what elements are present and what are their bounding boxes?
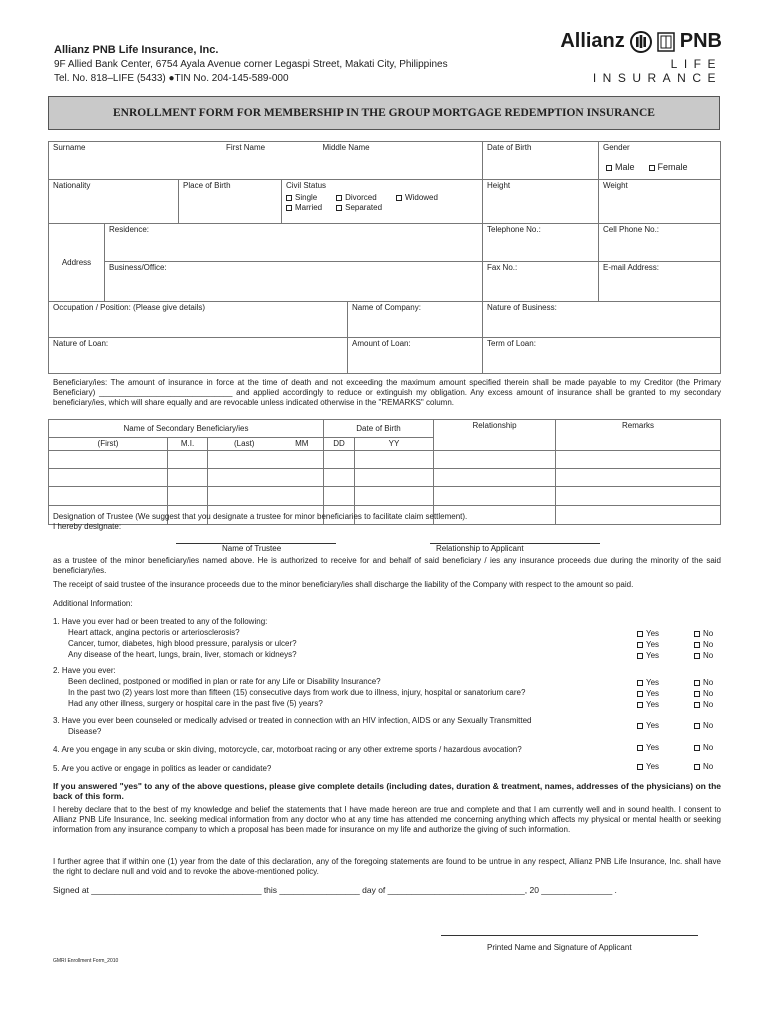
no-checkbox[interactable] bbox=[694, 745, 700, 751]
loan-nature-label: Nature of Loan: bbox=[53, 339, 109, 348]
logo-brand-allianz: Allianz bbox=[560, 30, 625, 52]
yes-label: Yes bbox=[646, 700, 660, 709]
telephone-label: Telephone No.: bbox=[487, 225, 541, 234]
weight-label: Weight bbox=[603, 181, 628, 190]
additional-info-heading: Additional Information: bbox=[53, 599, 133, 608]
form-title-banner bbox=[48, 96, 720, 130]
business-address-label: Business/Office: bbox=[109, 263, 167, 272]
yes-label: Yes bbox=[646, 762, 660, 771]
occupation-field[interactable] bbox=[49, 302, 348, 338]
company-name-field[interactable] bbox=[348, 302, 483, 338]
yes-checkbox[interactable] bbox=[637, 764, 643, 770]
yes-checkbox[interactable] bbox=[637, 745, 643, 751]
cell-phone-label: Cell Phone No.: bbox=[603, 225, 660, 234]
relationship-header-text: Relationship bbox=[472, 421, 517, 430]
yes-label: Yes bbox=[646, 629, 660, 638]
gender-label: Gender bbox=[603, 143, 630, 152]
fax-label: Fax No.: bbox=[487, 263, 518, 272]
question-5: 5. Are you active or engage in politics as leader or candidate? bbox=[53, 764, 272, 773]
surname-label: Surname bbox=[53, 143, 86, 152]
logo-subtitle: LIFE INSURANCE bbox=[592, 57, 722, 85]
question-2a: Been declined, postponed or modified in plan or rate for any Life or Disability Insurance? bbox=[68, 677, 381, 686]
yes-checkbox[interactable] bbox=[637, 680, 643, 686]
declaration-1: I hereby declare that to the best of my knowledge and belief the statements that I have made hereon are true and complete and that I am currently well and in sound health. I consent to Allianz PNB Life Insurance, Inc. seeking medical information from any doctor who at any time has attended me concerning anything which affects my physical or mental health or seeking information from any insurance company to which a proposal has been made for insurance on my life and authorize the giving of such information. bbox=[53, 805, 721, 834]
divorced-checkbox[interactable] bbox=[336, 195, 342, 201]
no-checkbox[interactable] bbox=[694, 631, 700, 637]
yes-label: Yes bbox=[646, 743, 660, 752]
telephone-field[interactable] bbox=[483, 224, 599, 262]
trustee-designate: I hereby designate: bbox=[53, 522, 122, 531]
married-checkbox[interactable] bbox=[286, 205, 292, 211]
company-name-label: Name of Company: bbox=[352, 303, 421, 312]
no-checkbox[interactable] bbox=[694, 764, 700, 770]
cell-phone-field[interactable] bbox=[599, 224, 721, 262]
mi-col-header bbox=[168, 438, 208, 451]
yes-checkbox[interactable] bbox=[637, 653, 643, 659]
no-label: No bbox=[703, 700, 714, 709]
trustee-text-2: The receipt of said trustee of the insurance proceeds due to the minor beneficiary/ies shall discharge the liability of the Company with respect to the amount so paid. bbox=[53, 580, 634, 589]
beneficiary-row[interactable] bbox=[49, 487, 721, 506]
dob-label: Date of Birth bbox=[487, 143, 532, 152]
mm-col-header bbox=[281, 438, 324, 451]
no-checkbox[interactable] bbox=[694, 653, 700, 659]
relationship-header bbox=[434, 420, 556, 451]
surname-field[interactable] bbox=[49, 142, 282, 180]
female-label: Female bbox=[657, 162, 688, 172]
separated-label: Separated bbox=[345, 203, 383, 212]
personal-info-table bbox=[48, 141, 721, 374]
pnb-emblem-icon bbox=[657, 32, 675, 52]
residence-label: Residence: bbox=[109, 225, 150, 234]
company-contact: Tel. No. 818–LIFE (5433) ●TIN No. 204-145-589-000 bbox=[54, 73, 289, 84]
first-name-label: First Name bbox=[226, 143, 266, 152]
yes-checkbox[interactable] bbox=[637, 631, 643, 637]
allianz-eagle-icon bbox=[630, 31, 652, 53]
residence-field[interactable] bbox=[105, 224, 483, 262]
loan-term-field[interactable] bbox=[483, 338, 721, 374]
beneficiary-text: Beneficiary/ies: The amount of insurance in force at the time of death and not exceeding the maximum amount specified therein shall be made payable to my Creditor (the Primary Beneficiary) ______________________________ and applied accordingly to reduce or extinguish my obligation. Any excess amount of insurance shall be granted to my secondary beneficiary/ies, which will share equally and are revocable unless indicated otherwise in the "REMARKS" column. bbox=[53, 378, 721, 407]
last-col-text: (Last) bbox=[234, 439, 255, 448]
loan-amount-label: Amount of Loan: bbox=[352, 339, 411, 348]
yes-checkbox[interactable] bbox=[637, 702, 643, 708]
place-of-birth-label: Place of Birth bbox=[183, 181, 231, 190]
no-label: No bbox=[703, 640, 714, 649]
civil-status-label: Civil Status bbox=[286, 181, 327, 190]
beneficiary-name-header bbox=[49, 420, 324, 438]
weight-field[interactable] bbox=[599, 180, 721, 224]
logo-brand-pnb: PNB bbox=[679, 30, 722, 52]
height-field[interactable] bbox=[483, 180, 599, 224]
place-of-birth-field[interactable] bbox=[179, 180, 282, 224]
question-3: 3. Have you ever been counseled or medically advised or treated in connection with an HIV infection, AIDS or any Sexually Transmitted bbox=[53, 716, 532, 725]
signature-line[interactable] bbox=[441, 935, 698, 936]
loan-amount-field[interactable] bbox=[348, 338, 483, 374]
company-address-block bbox=[54, 58, 448, 86]
mm-col-text: MM bbox=[295, 439, 309, 448]
no-checkbox[interactable] bbox=[694, 642, 700, 648]
yes-column bbox=[637, 628, 659, 772]
remarks-header bbox=[556, 420, 721, 451]
no-column bbox=[694, 628, 713, 772]
beneficiary-name-header-text: Name of Secondary Beneficiary/ies bbox=[123, 423, 249, 433]
height-label: Height bbox=[487, 181, 511, 190]
dd-col-text: DD bbox=[333, 439, 345, 448]
question-2: 2. Have you ever: bbox=[53, 666, 116, 675]
address-header bbox=[49, 224, 105, 302]
remarks-header-text: Remarks bbox=[622, 421, 655, 430]
yy-col-text: YY bbox=[388, 439, 400, 448]
question-2c: Had any other illness, surgery or hospital care in the past five (5) years? bbox=[68, 699, 323, 708]
first-col-text: (First) bbox=[97, 439, 119, 448]
address-label: Address bbox=[61, 257, 92, 267]
company-address: 9F Allied Bank Center, 6754 Ayala Avenue corner Legaspi Street, Makati City, Philippines bbox=[54, 59, 448, 70]
middle-name-label: Middle Name bbox=[322, 143, 370, 152]
widowed-checkbox[interactable] bbox=[396, 195, 402, 201]
beneficiary-row[interactable] bbox=[49, 451, 721, 469]
question-1: 1. Have you ever had or been treated to any of the following: bbox=[53, 617, 268, 626]
first-col-header bbox=[49, 438, 168, 451]
signature-label: Printed Name and Signature of Applicant bbox=[487, 943, 632, 952]
loan-term-label: Term of Loan: bbox=[487, 339, 536, 348]
declaration-2: I further agree that if within one (1) year from the date of this declaration, any of the foregoing statements are found to be untrue in any respect, Allianz PNB Life Insurance, Inc. shall have the right to declare null and void and to revoke the above-mentioned policy. bbox=[53, 857, 721, 876]
occupation-label: Occupation / Position: (Please give details) bbox=[53, 303, 206, 312]
male-checkbox[interactable] bbox=[606, 165, 612, 171]
no-label: No bbox=[703, 762, 714, 771]
question-4: 4. Are you engage in any scuba or skin diving, motorcycle, car, motorboat racing or any other extreme sports / hazardous avocation? bbox=[53, 745, 522, 754]
allianz-pnb-logo bbox=[542, 30, 722, 85]
no-checkbox[interactable] bbox=[694, 723, 700, 729]
fax-field[interactable] bbox=[483, 262, 599, 302]
married-label: Married bbox=[295, 203, 323, 212]
beneficiary-dob-header bbox=[324, 420, 434, 438]
mi-col-text: M.I. bbox=[180, 439, 195, 448]
female-checkbox[interactable] bbox=[649, 165, 655, 171]
yes-label: Yes bbox=[646, 640, 660, 649]
yes-label: Yes bbox=[646, 651, 660, 660]
yes-label: Yes bbox=[646, 721, 660, 730]
trustee-name-label: Name of Trustee bbox=[222, 544, 282, 553]
single-label: Single bbox=[295, 193, 318, 202]
gender-field bbox=[599, 142, 721, 180]
business-address-field[interactable] bbox=[105, 262, 483, 302]
civil-status-field bbox=[282, 180, 483, 224]
no-label: No bbox=[703, 721, 714, 730]
dob-field[interactable] bbox=[483, 142, 599, 180]
email-field[interactable] bbox=[599, 262, 721, 302]
yes-label: Yes bbox=[646, 678, 660, 687]
beneficiary-row[interactable] bbox=[49, 469, 721, 487]
trustee-text-1: as a trustee of the minor beneficiary/ies named above. He is authorized to receive for and behalf of said beneficiary / ies any insurance proceeds due during the minority of the said beneficiary/ies. bbox=[53, 556, 721, 575]
trustee-intro: Designation of Trustee (We suggest that you designate a trustee for minor beneficiaries to facilitate claim settlement). bbox=[53, 512, 468, 521]
no-checkbox[interactable] bbox=[694, 680, 700, 686]
divorced-label: Divorced bbox=[345, 193, 377, 202]
yes-checkbox[interactable] bbox=[637, 723, 643, 729]
yes-checkbox[interactable] bbox=[637, 691, 643, 697]
business-nature-label: Nature of Business: bbox=[487, 303, 557, 312]
business-nature-field[interactable] bbox=[483, 302, 721, 338]
nationality-label: Nationality bbox=[53, 181, 91, 190]
question-1b: Cancer, tumor, diabetes, high blood pressure, paralysis or ulcer? bbox=[68, 639, 297, 648]
question-1a: Heart attack, angina pectoris or arteriosclerosis? bbox=[68, 628, 240, 637]
question-2b: In the past two (2) years lost more than fifteen (15) consecutive days from work due to illness, injury, hospital or sanatorium care? bbox=[68, 688, 526, 697]
dd-col-header bbox=[324, 438, 355, 451]
middle-name-field[interactable] bbox=[282, 142, 483, 180]
form-title: ENROLLMENT FORM FOR MEMBERSHIP IN THE GROUP MORTGAGE REDEMPTION INSURANCE bbox=[113, 107, 655, 119]
separated-checkbox[interactable] bbox=[336, 205, 342, 211]
yes-answer-note: If you answered "yes" to any of the above questions, please give complete details (including dates, duration & treatment, names, addresses of the physicians) on the back of this form. bbox=[53, 781, 721, 801]
signed-at-line[interactable]: Signed at ____________________________________ this _________________ day of _____________________________, 20 _______________ . bbox=[53, 885, 617, 895]
loan-nature-field[interactable] bbox=[49, 338, 348, 374]
no-label: No bbox=[703, 651, 714, 660]
male-label: Male bbox=[615, 162, 635, 172]
trustee-relationship-label: Relationship to Applicant bbox=[436, 544, 524, 553]
nationality-field[interactable] bbox=[49, 180, 179, 224]
question-3-cont: Disease? bbox=[68, 727, 102, 736]
no-label: No bbox=[703, 689, 714, 698]
no-checkbox[interactable] bbox=[694, 691, 700, 697]
no-checkbox[interactable] bbox=[694, 702, 700, 708]
last-col-header bbox=[208, 438, 281, 451]
footer-form-code: GMRI Enrollment Form_2010 bbox=[53, 958, 119, 964]
beneficiary-dob-header-text: Date of Birth bbox=[356, 423, 401, 433]
widowed-label: Widowed bbox=[405, 193, 438, 202]
question-1c: Any disease of the heart, lungs, brain, liver, stomach or kidneys? bbox=[68, 650, 297, 659]
no-label: No bbox=[703, 629, 714, 638]
no-label: No bbox=[703, 678, 714, 687]
yy-col-header bbox=[355, 438, 434, 451]
no-label: No bbox=[703, 743, 714, 752]
email-label: E-mail Address: bbox=[603, 263, 660, 272]
company-name: Allianz PNB Life Insurance, Inc. bbox=[54, 44, 219, 56]
beneficiary-table bbox=[48, 419, 721, 525]
yes-checkbox[interactable] bbox=[637, 642, 643, 648]
single-checkbox[interactable] bbox=[286, 195, 292, 201]
yes-label: Yes bbox=[646, 689, 660, 698]
